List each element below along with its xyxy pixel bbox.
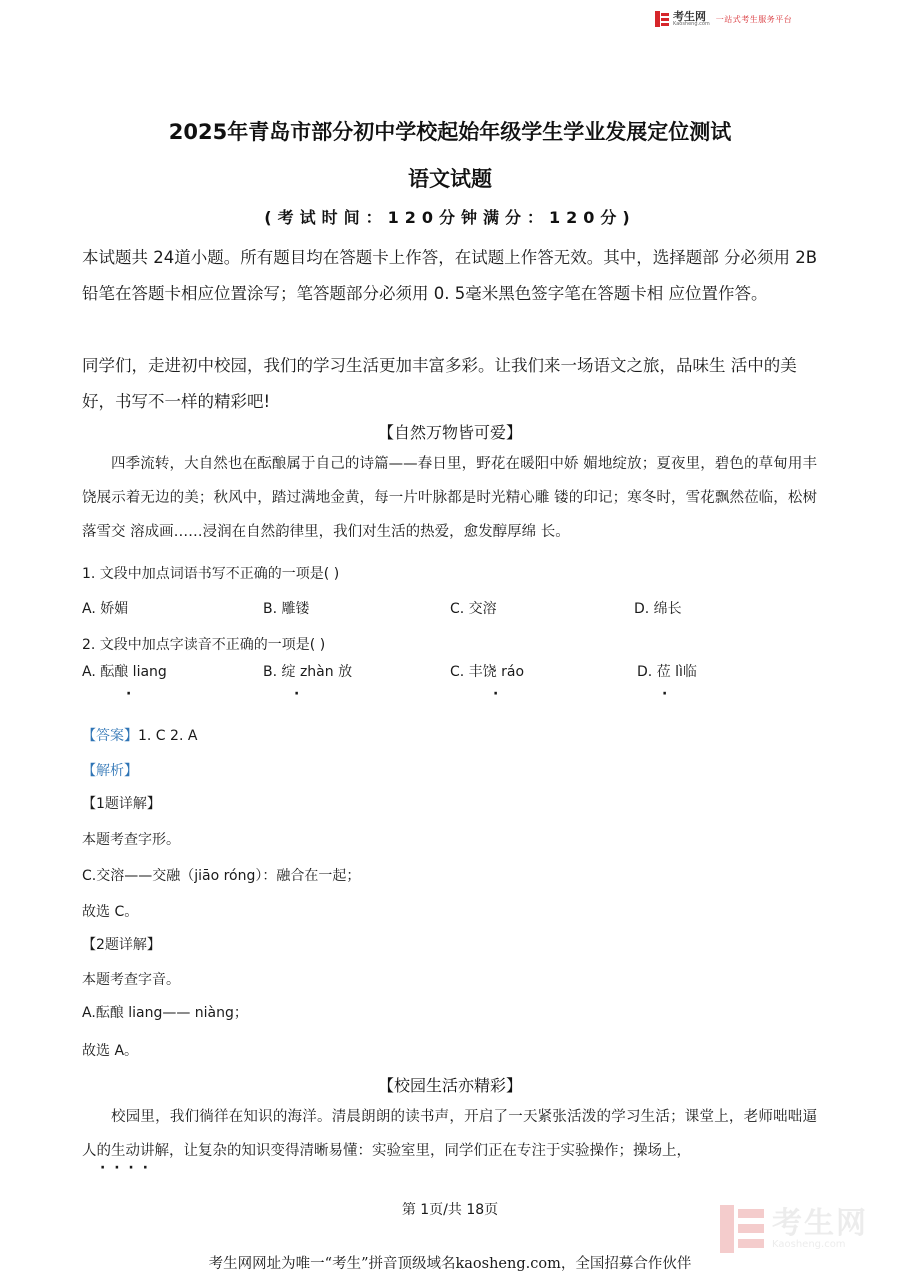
q2-detail-line: A.酝酿 liang—— niàng； xyxy=(82,1005,248,1021)
footer-note[interactable]: 考生网网址为唯一“考生”拼音顶级域名kaosheng.com，全国招募合作伙伴 xyxy=(208,1256,692,1272)
answer-row xyxy=(82,725,197,745)
emphasis-dot: · xyxy=(294,686,300,702)
intro-greeting: 同学们，走进初中校园，我们的学习生活更加丰富多彩。让我们来一场语文之旅，品味生 活中的美好，书写不一样的精彩吧! xyxy=(82,356,797,411)
emphasis-dot: · xyxy=(662,686,668,702)
q2-option-c: C. 丰饶 ráo xyxy=(450,664,525,680)
q2-option-b: B. 绽 zhàn 放 xyxy=(263,664,353,680)
logo-icon xyxy=(655,11,669,27)
logo-name: 考生网 xyxy=(673,10,706,23)
section-heading-campus: 【校园生活亦精彩】 xyxy=(377,1076,522,1095)
section-heading-nature: 【自然万物皆可爱】 xyxy=(377,423,522,442)
emphasis-dot: · xyxy=(493,686,499,702)
emphasis-dots: · · · · xyxy=(100,1160,150,1176)
analysis-label: 【解析】 xyxy=(82,763,138,779)
q1-detail-label: 【1题详解】 xyxy=(82,796,161,812)
exam-subject: 语文试题 xyxy=(408,167,492,191)
q2-detail-line: 本题考查字音。 xyxy=(82,972,180,988)
answer-label: 【答案】 xyxy=(82,728,138,744)
q1-detail-line: C.交溶——交融（jiāo róng）：融合在一起； xyxy=(82,868,361,884)
q2-detail-label: 【2题详解】 xyxy=(82,937,161,953)
watermark-name: 考生网 xyxy=(772,1205,868,1241)
q1-option-b: B. 雕镂 xyxy=(263,601,310,617)
q1-detail-line: 本题考查字形。 xyxy=(82,832,180,848)
q2-option-d: D. 莅 lì临 xyxy=(637,664,697,680)
answer-text: 1. C 2. A xyxy=(138,728,198,744)
emphasis-dot: · xyxy=(126,686,132,702)
question-1: 1. 文段中加点词语书写不正确的一项是( ) xyxy=(82,566,340,582)
exam-time-info: (考试时间：120分钟满分：120分) xyxy=(264,208,636,227)
watermark-logo-icon xyxy=(720,1205,764,1253)
q1-detail-line: 故选 C。 xyxy=(82,904,139,920)
watermark-domain: Kaosheng.com xyxy=(772,1238,846,1250)
logo-slogan: 一站式考生服务平台 xyxy=(715,14,793,24)
q1-option-c: C. 交溶 xyxy=(450,601,497,617)
site-logo[interactable] xyxy=(655,8,792,30)
passage-campus: 校园里，我们徜徉在知识的海洋。清晨朗朗的读书声，开启了一天紧张活泼的学习生活；课堂上，老师咄咄逼人的生动讲解，让复杂的知识变得清晰易懂：实验室里，同学们正在专注于实验操作；操场上， xyxy=(82,1109,817,1159)
passage-nature: 四季流转，大自然也在酝酿属于自己的诗篇——春日里，野花在暖阳中娇 媚地绽放；夏夜里，碧色的草甸用丰饶展示着无边的美；秋风中，踏过满地金黄，每一片叶脉都是时光精心雕 镂的印记；寒冬时，雪花飘然莅临，松树落雪交 溶成画……浸润在自然韵律里，我们对生活的热爱，愈发醇厚绵 长。 xyxy=(82,456,817,540)
exam-title: 2025年青岛市部分初中学校起始年级学生学业发展定位测试 xyxy=(168,120,732,144)
question-2: 2. 文段中加点字读音不正确的一项是( ) xyxy=(82,637,326,653)
q1-option-a: A. 娇媚 xyxy=(82,601,129,617)
page-number: 第 1页/共 18页 xyxy=(401,1202,499,1218)
logo-domain: Kaosheng.com xyxy=(673,21,710,27)
watermark xyxy=(720,1205,868,1253)
q2-option-a: A. 酝酿 liang xyxy=(82,664,167,680)
q1-option-d: D. 绵长 xyxy=(634,601,682,617)
q2-detail-line: 故选 A。 xyxy=(82,1043,139,1059)
intro-instructions: 本试题共 24道小题。所有题目均在答题卡上作答，在试题上作答无效。其中，选择题部 分必须用 2B 铅笔在答题卡相应位置涂写；笔答题部分必须用 0. 5毫米黑色签字笔在答题卡相 应位置作答。 xyxy=(82,248,818,303)
